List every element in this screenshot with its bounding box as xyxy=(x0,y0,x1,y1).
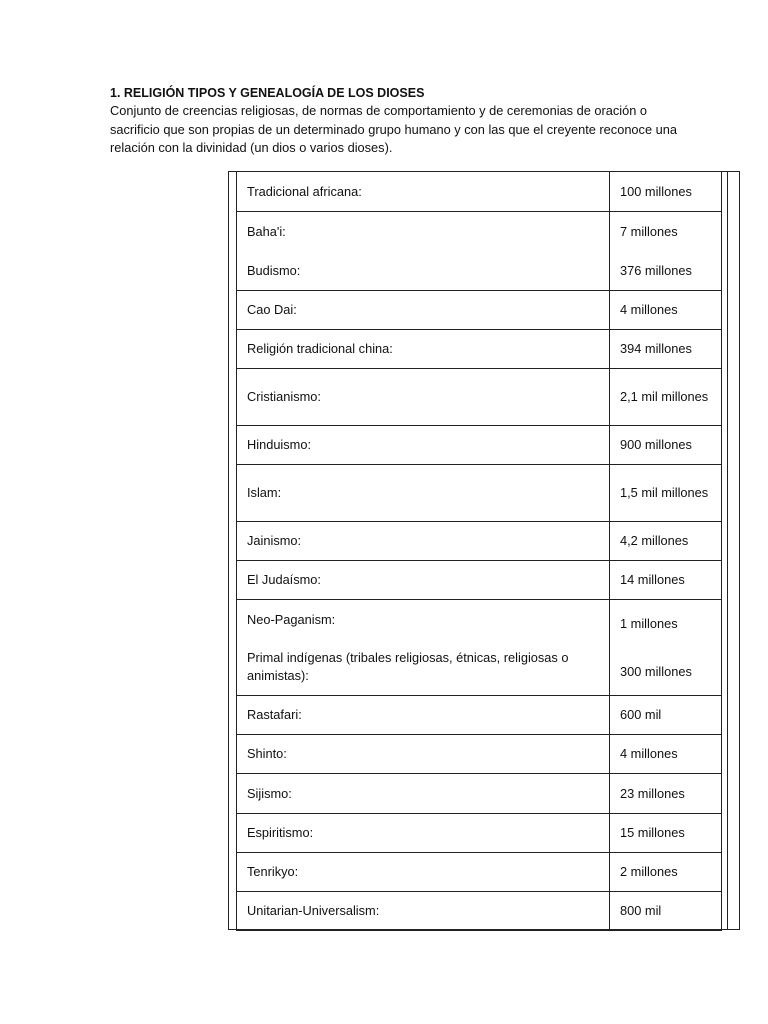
religion-name: Budismo: xyxy=(247,262,301,278)
religion-name: Tenrikyo: xyxy=(237,853,610,892)
intro-paragraph: Conjunto de creencias religiosas, de normas de comportamiento y de ceremonias de oración o sacrificio que son propias de un determinado grupo humano y con las que el creyente reconoce una relación con la divinidad (un dios o varios dioses). xyxy=(110,103,677,156)
table-frame-rule xyxy=(727,171,728,930)
religion-followers-cell xyxy=(610,600,722,696)
religion-name: Neo-Paganism: xyxy=(247,611,336,627)
religion-name-cell xyxy=(237,600,610,696)
religion-followers: 1,5 mil millones xyxy=(610,465,722,522)
religion-name: Primal indígenas (tribales religiosas, étnicas, religiosas o animistas): xyxy=(247,649,569,683)
religion-name: Cristianismo: xyxy=(237,369,610,426)
religion-followers: 14 millones xyxy=(610,561,722,600)
religion-name: Sijismo: xyxy=(237,774,610,814)
religions-table xyxy=(236,171,722,931)
table-row xyxy=(237,561,722,600)
table-row xyxy=(237,522,722,561)
table-row xyxy=(237,814,722,853)
table-row xyxy=(237,426,722,465)
religion-name: Islam: xyxy=(237,465,610,522)
religion-followers-cell xyxy=(610,212,722,291)
religion-followers: 900 millones xyxy=(610,426,722,465)
religion-followers: 7 millones xyxy=(620,223,678,239)
religion-followers: 2,1 mil millones xyxy=(610,369,722,426)
religion-followers: 394 millones xyxy=(610,330,722,369)
table-row xyxy=(237,735,722,774)
religion-followers: 4,2 millones xyxy=(610,522,722,561)
religion-name: Religión tradicional china: xyxy=(237,330,610,369)
religion-followers: 300 millones xyxy=(620,663,692,679)
religion-followers: 600 mil xyxy=(610,696,722,735)
religion-name: Tradicional africana: xyxy=(237,172,610,212)
section-heading: 1. RELIGIÓN TIPOS Y GENEALOGÍA DE LOS DIOSES xyxy=(110,86,425,100)
religion-followers: 4 millones xyxy=(610,291,722,330)
religion-followers: 2 millones xyxy=(610,853,722,892)
religion-followers: 4 millones xyxy=(610,735,722,774)
table-row xyxy=(237,465,722,522)
religion-followers: 100 millones xyxy=(610,172,722,212)
religion-name: Jainismo: xyxy=(237,522,610,561)
table-row xyxy=(237,172,722,212)
table-row xyxy=(237,853,722,892)
table-row xyxy=(237,696,722,735)
religion-name: Shinto: xyxy=(237,735,610,774)
religion-name: Rastafari: xyxy=(237,696,610,735)
table-row xyxy=(237,330,722,369)
table-row xyxy=(237,600,722,696)
religion-name: Hinduismo: xyxy=(237,426,610,465)
religion-followers: 23 millones xyxy=(610,774,722,814)
religion-name: Unitarian-Universalism: xyxy=(237,892,610,931)
religion-name: Baha'i: xyxy=(247,223,286,239)
religion-name: Espiritismo: xyxy=(237,814,610,853)
table-row xyxy=(237,212,722,291)
religion-followers: 800 mil xyxy=(610,892,722,931)
religion-name-cell xyxy=(237,212,610,291)
religion-name: Cao Dai: xyxy=(237,291,610,330)
religion-followers: 376 millones xyxy=(620,262,692,278)
table-row xyxy=(237,369,722,426)
religion-name: El Judaísmo: xyxy=(237,561,610,600)
table-row xyxy=(237,892,722,931)
religion-followers: 15 millones xyxy=(610,814,722,853)
religion-followers: 1 millones xyxy=(620,615,678,631)
table-row xyxy=(237,774,722,814)
table-row xyxy=(237,291,722,330)
